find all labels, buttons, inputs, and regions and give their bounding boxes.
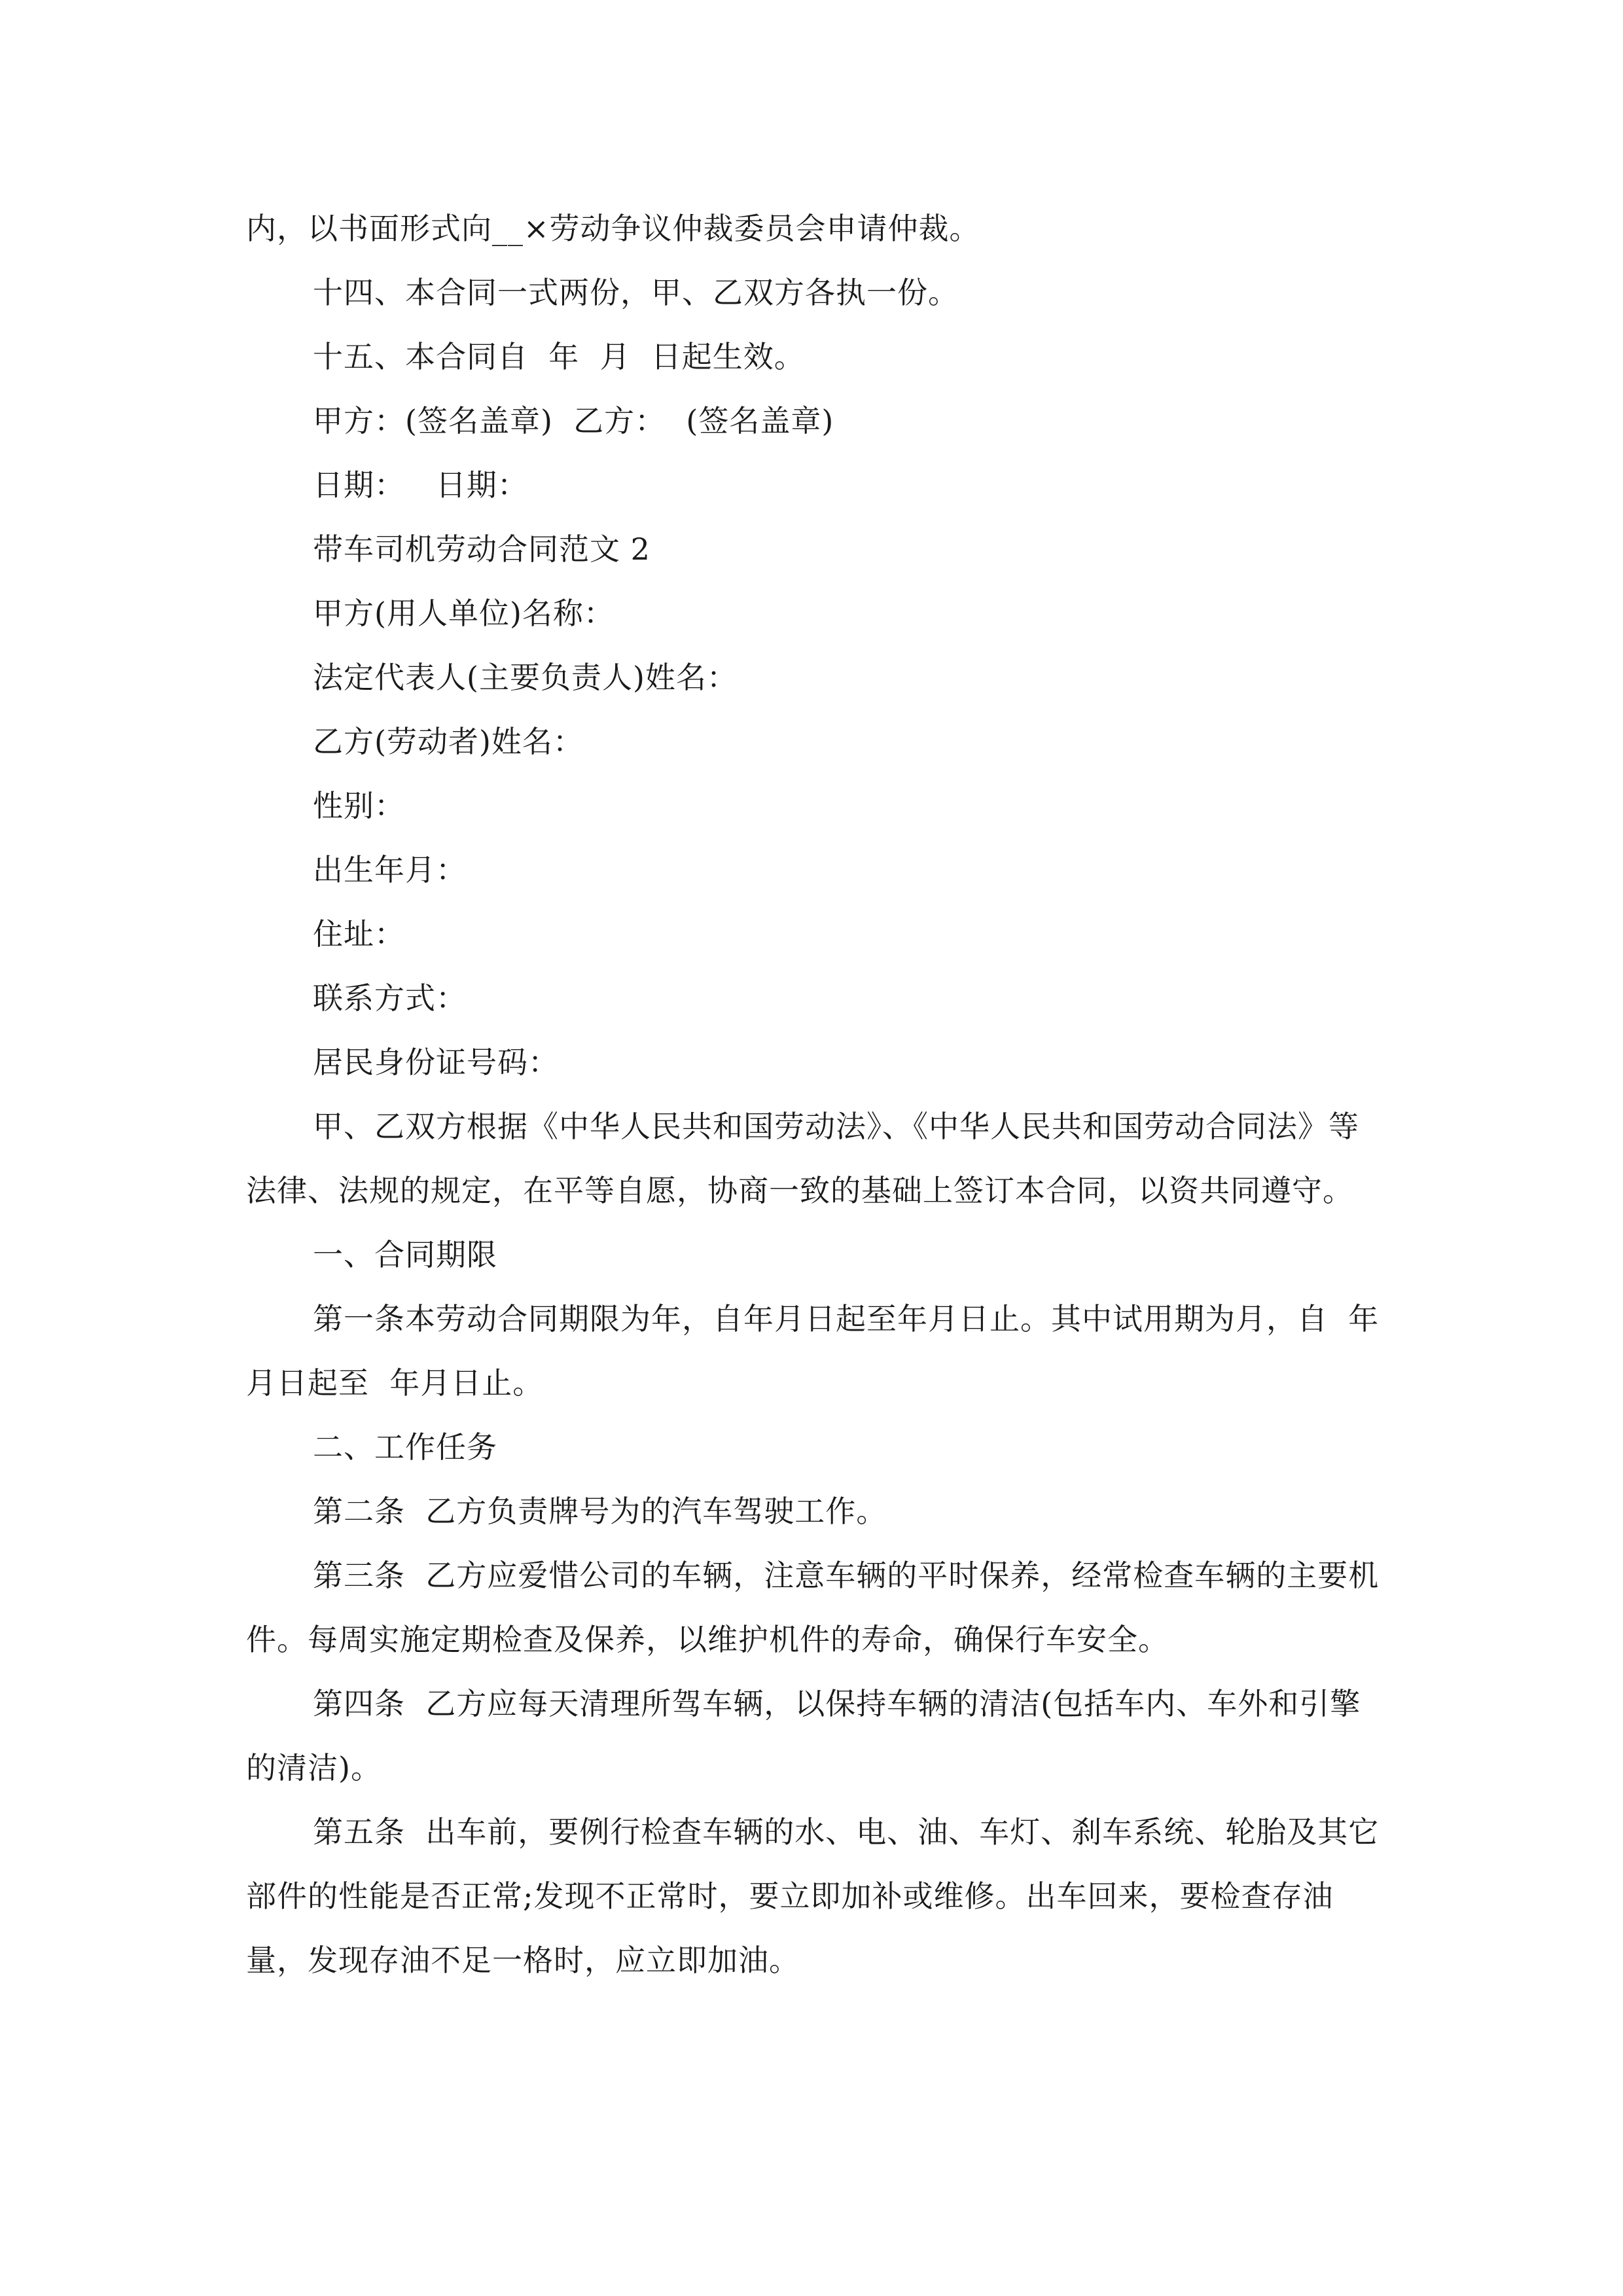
paragraph-clause-15: 十五、本合同自 年 月 日起生效。: [313, 339, 805, 374]
paragraph-article-3: 第三条 乙方应爱惜公司的车辆，注意车辆的平时保养，经常检查车辆的主要机件。每周实施定期检查及保养，以维护机件的寿命，确保行车安全。: [246, 1558, 1380, 1657]
heading-work-tasks: 二、工作任务: [313, 1429, 497, 1465]
paragraph-article-1: 第一条本劳动合同期限为年，自年月日起至年月日止。其中试用期为月，自 年月日起至 年月日止。: [246, 1301, 1380, 1401]
document-page: [246, 196, 1385, 1992]
field-legal-representative: 法定代表人(主要负责人)姓名：: [313, 660, 738, 695]
field-employer-name: 甲方(用人单位)名称：: [313, 596, 615, 631]
field-birth-date: 出生年月：: [313, 852, 467, 888]
paragraph-clause-14: 十四、本合同一式两份，甲、乙双方各执一份。: [313, 275, 959, 310]
section-title: 带车司机劳动合同范文 2: [313, 531, 651, 567]
field-gender: 性别：: [313, 788, 405, 823]
date-line: 日期： 日期：: [313, 467, 528, 503]
field-contact: 联系方式：: [313, 980, 467, 1016]
paragraph-article-4: 第四条 乙方应每天清理所驾车辆，以保持车辆的清洁(包括车内、车外和引擎的清洁)。: [246, 1686, 1361, 1785]
paragraph-preamble: 甲、乙双方根据《中华人民共和国劳动法》、《中华人民共和国劳动合同法》等法律、法规的规定，在平等自愿，协商一致的基础上签订本合同，以资共同遵守。: [246, 1109, 1359, 1208]
field-employee-name: 乙方(劳动者)姓名：: [313, 724, 584, 759]
heading-contract-term: 一、合同期限: [313, 1237, 497, 1272]
paragraph-article-2: 第二条 乙方负责牌号为的汽车驾驶工作。: [313, 1494, 887, 1529]
field-id-number: 居民身份证号码：: [313, 1045, 559, 1080]
field-address: 住址：: [313, 916, 405, 952]
paragraph-arbitration-continuation: 内，以书面形式向__×劳动争议仲裁委员会申请仲裁。: [246, 211, 980, 246]
paragraph-article-5: 第五条 出车前，要例行检查车辆的水、电、油、车灯、刹车系统、轮胎及其它部件的性能是否正常;发现不正常时，要立即加补或维修。出车回来，要检查存油量，发现存油不足一格时，应立即加油。: [246, 1814, 1380, 1978]
signature-line: 甲方：(签名盖章) 乙方： (签名盖章): [313, 403, 834, 439]
